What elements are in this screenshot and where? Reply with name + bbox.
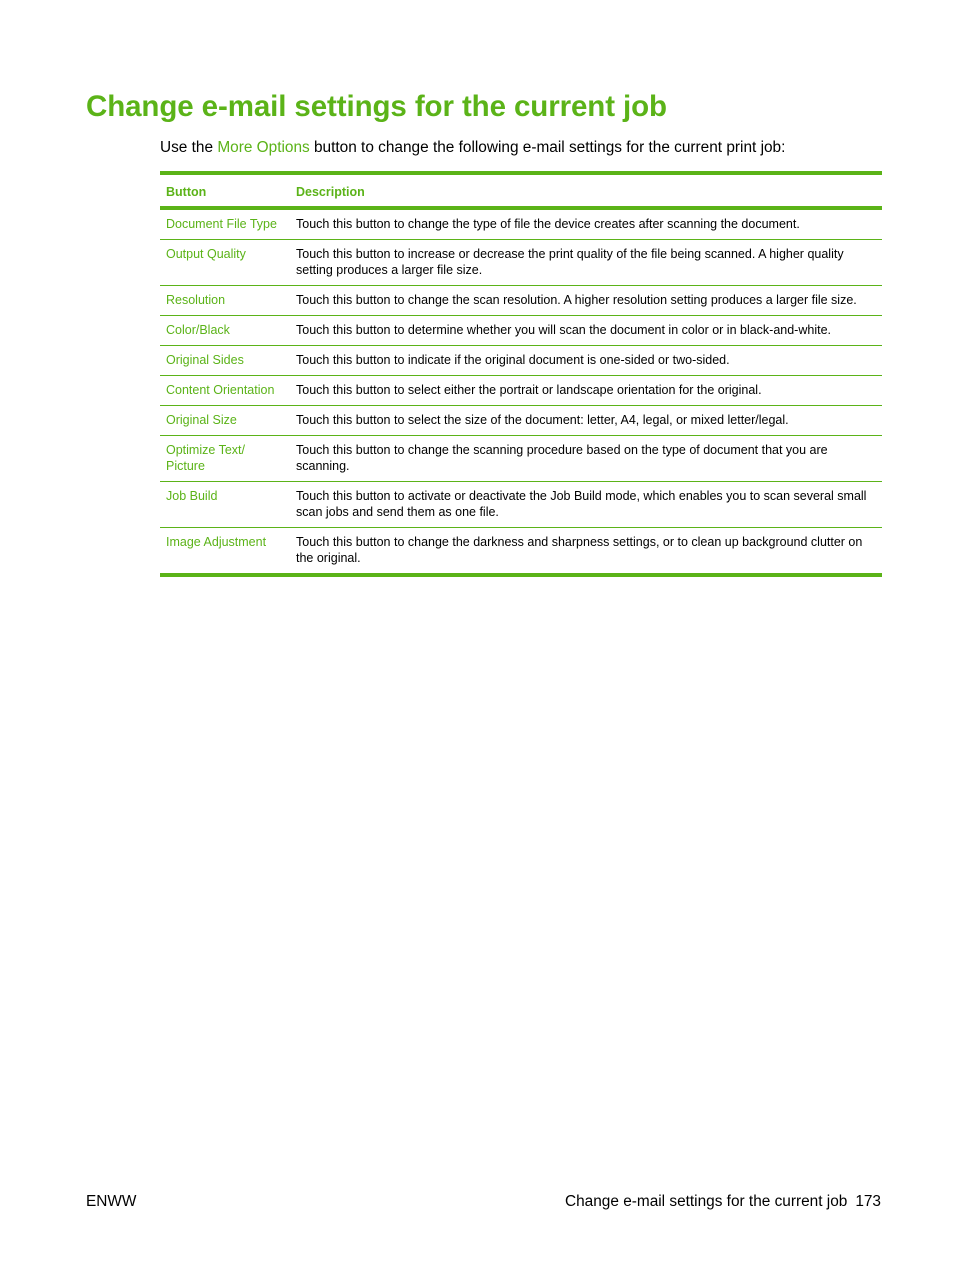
table-row	[160, 286, 882, 316]
table-row	[160, 482, 882, 528]
intro-text-before: Use the	[160, 139, 218, 156]
settings-table	[160, 171, 882, 577]
column-header-button: Button	[160, 173, 290, 208]
button-name-cell[interactable]: Image Adjustment	[166, 535, 267, 549]
table-row	[160, 436, 882, 482]
description-cell: Touch this button to change the darkness and sharpness settings, or to clean up background clutter on the original.	[296, 535, 863, 565]
column-header-description: Description	[290, 173, 882, 208]
footer-section	[565, 1193, 881, 1211]
more-options-link[interactable]: More Options	[217, 139, 310, 156]
table-row	[160, 316, 882, 346]
description-cell: Touch this button to change the scanning procedure based on the type of document that you are scanning.	[290, 436, 882, 482]
button-name-cell[interactable]: Color/Black	[160, 316, 290, 346]
settings-table-container	[160, 171, 882, 577]
button-name-cell[interactable]: Job Build	[160, 482, 290, 528]
description-cell: Touch this button to indicate if the original document is one-sided or two-sided.	[290, 346, 882, 376]
description-cell: Touch this button to determine whether you will scan the document in color or in black-and-white.	[290, 316, 882, 346]
table-row	[160, 376, 882, 406]
description-cell: Touch this button to select the size of the document: letter, A4, legal, or mixed letter/legal.	[290, 406, 882, 436]
button-name-cell[interactable]: Output Quality	[160, 240, 290, 286]
intro-text-after: button to change the following e-mail settings for the current print job:	[309, 139, 786, 156]
page-number: 173	[855, 1193, 881, 1210]
button-name-cell[interactable]: Resolution	[160, 286, 290, 316]
table-row	[160, 240, 882, 286]
description-cell: Touch this button to change the scan resolution. A higher resolution setting produces a larger file size.	[290, 286, 882, 316]
footer-section-title: Change e-mail settings for the current job	[565, 1193, 848, 1210]
footer-enww: ENWW	[86, 1193, 137, 1210]
button-name-cell[interactable]: Original Size	[160, 406, 290, 436]
description-cell: Touch this button to select either the portrait or landscape orientation for the original.	[290, 376, 882, 406]
table-row	[160, 346, 882, 376]
table-header-row	[160, 173, 882, 208]
button-name-cell[interactable]: Optimize Text/ Picture	[160, 436, 290, 482]
button-name-cell[interactable]: Content Orientation	[160, 376, 290, 406]
description-cell: Touch this button to change the type of file the device creates after scanning the document.	[290, 208, 882, 240]
button-name-cell[interactable]: Document File Type	[160, 208, 290, 240]
table-row	[160, 528, 882, 576]
description-cell: Touch this button to activate or deactivate the Job Build mode, which enables you to scan several small scan jobs and send them as one file.	[290, 482, 882, 528]
intro-paragraph	[160, 139, 785, 157]
table-row	[160, 208, 882, 240]
table-row	[160, 406, 882, 436]
page-title: Change e-mail settings for the current job	[86, 90, 667, 123]
button-name-cell[interactable]: Original Sides	[160, 346, 290, 376]
description-cell: Touch this button to increase or decrease the print quality of the file being scanned. A higher quality setting produces a larger file size.	[290, 240, 882, 286]
